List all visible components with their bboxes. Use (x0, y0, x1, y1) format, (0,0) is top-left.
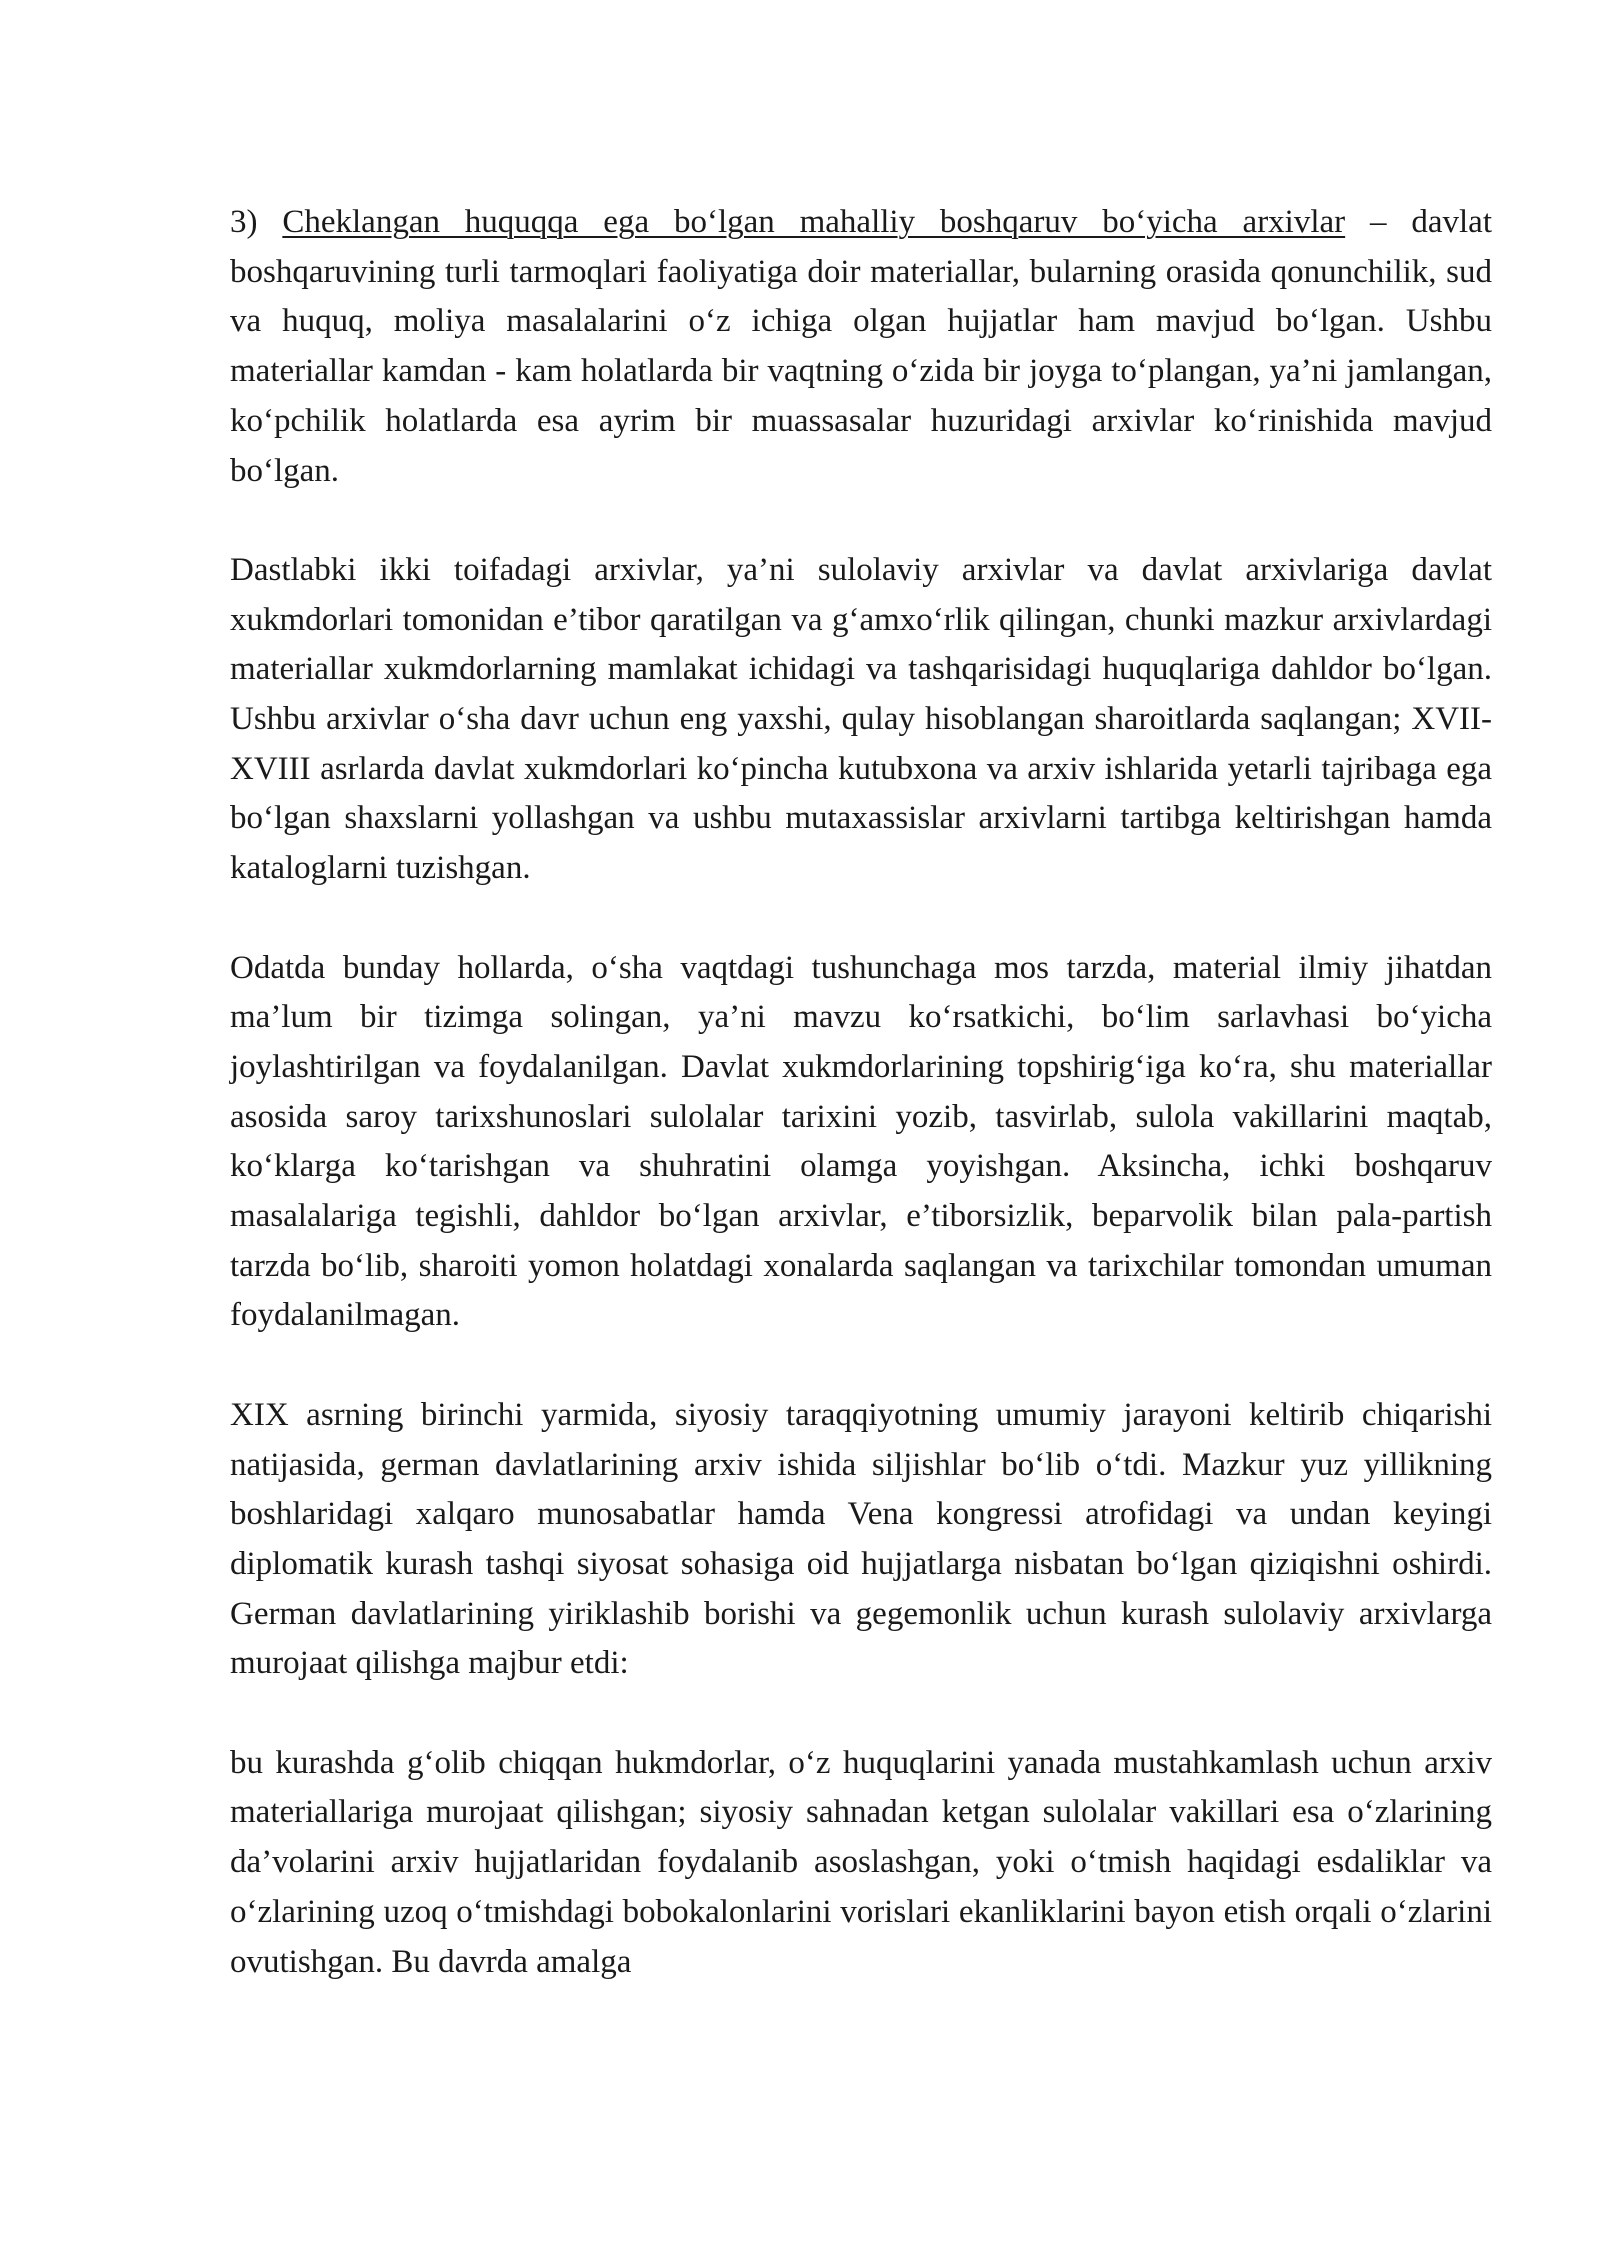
underlined-heading-local-archives: Cheklangan huquqqa ega bo‘lgan mahalliy boshqaruv bo‘yicha arxivlar (282, 204, 1346, 240)
paragraph-5: bu kurashda g‘olib chiqqan hukmdorlar, o‘z huquqlarini yanada mustahkamlash uchun arxiv materiallariga murojaat qilishgan; siyosiy sahnadan ketgan sulolalar vakillari esa o‘zlarining da’volarini arxiv hujjatlaridan foydalanib asoslashgan, yoki o‘tmish haqidagi esdaliklar va o‘zlarining uzoq o‘tmishdagi bobokalonlarini vorislari ekanliklarini bayon etish orqali o‘zlarini ovutishgan. Bu davrda amalga (230, 1744, 1492, 1980)
paragraph-4: XIX asrning birinchi yarmida, siyosiy taraqqiyotning umumiy jarayoni keltirib chiqarishi natijasida, german davlatlarining arxiv ishida siljishlar bo‘lib o‘tdi. Mazkur yuz yillikning boshlaridagi xalqaro munosabatlar hamda Vena kongressi atrofidagi va undan keyingi diplomatik kurash tashqi siyosat sohasiga oid hujjatlarga nisbatan bo‘lgan qiziqishni oshirdi. German davlatlarining yiriklashib borishi va gegemonlik uchun kurash sulolaviy arxivlarga murojaat qilishga majbur etdi: (230, 1396, 1492, 1682)
paragraph-2: Dastlabki ikki toifadagi arxivlar, ya’ni sulolaviy arxivlar va davlat arxivlariga davlat xukmdorlari tomonidan e’tibor qaratilgan va g‘amxo‘rlik qilingan, chunki mazkur arxivlardagi materiallar xukmdorlarning mamlakat ichidagi va tashqarisidagi huquqlariga dahldor bo‘lgan. Ushbu arxivlar o‘sha davr uchun eng yaxshi, qulay hisoblangan sharoitlarda saqlangan; XVII-XVIII asrlarda davlat xukmdorlari ko‘pincha kutubxona va arxiv ishlarida yetarli tajribaga ega bo‘lgan shaxslarni yollashgan va ushbu mutaxassislar arxivlarni tartibga keltirishgan hamda kataloglarni tuzishgan. (230, 551, 1492, 887)
document-body (230, 198, 1492, 1987)
paragraph-1-prefix: 3) (230, 204, 283, 240)
paragraph-3: Odatda bunday hollarda, o‘sha vaqtdagi tushunchaga mos tarzda, material ilmiy jihatdan ma’lum bir tizimga solingan, ya’ni mavzu ko‘rsatkichi, bo‘lim sarlavhasi bo‘yicha joylashtirilgan va foydalanilgan. Davlat xukmdorlarining topshirig‘iga ko‘ra, shu materiallar asosida saroy tarixshunoslari sulolalar tarixini yozib, tasvirlab, sulola vakillarini maqtab, ko‘klarga ko‘tarishgan va shuhratini olamga yoyishgan. Aksincha, ichki boshqaruv masalalariga tegishli, dahldor bo‘lgan arxivlar, e’tiborsizlik, beparvolik bilan pala-partish tarzda bo‘lib, sharoiti yomon holatdagi xonalarda saqlangan va tarixchilar tomondan umuman foydalanilmagan. (230, 949, 1492, 1334)
paragraph-1 (230, 198, 1492, 496)
paragraph-1-text: – davlat boshqaruvining turli tarmoqlari faoliyatiga doir materiallar, bularning orasida qonunchilik, sud va huquq, moliya masalalarini o‘z ichiga olgan hujjatlar ham mavjud bo‘lgan. Ushbu materiallar kamdan - kam holatlarda bir vaqtning o‘zida bir joyga to‘plangan, ya’ni jamlangan, ko‘pchilik holatlarda esa ayrim bir muassasalar huzuridagi arxivlar ko‘rinishida mavjud bo‘lgan. (230, 204, 1492, 489)
